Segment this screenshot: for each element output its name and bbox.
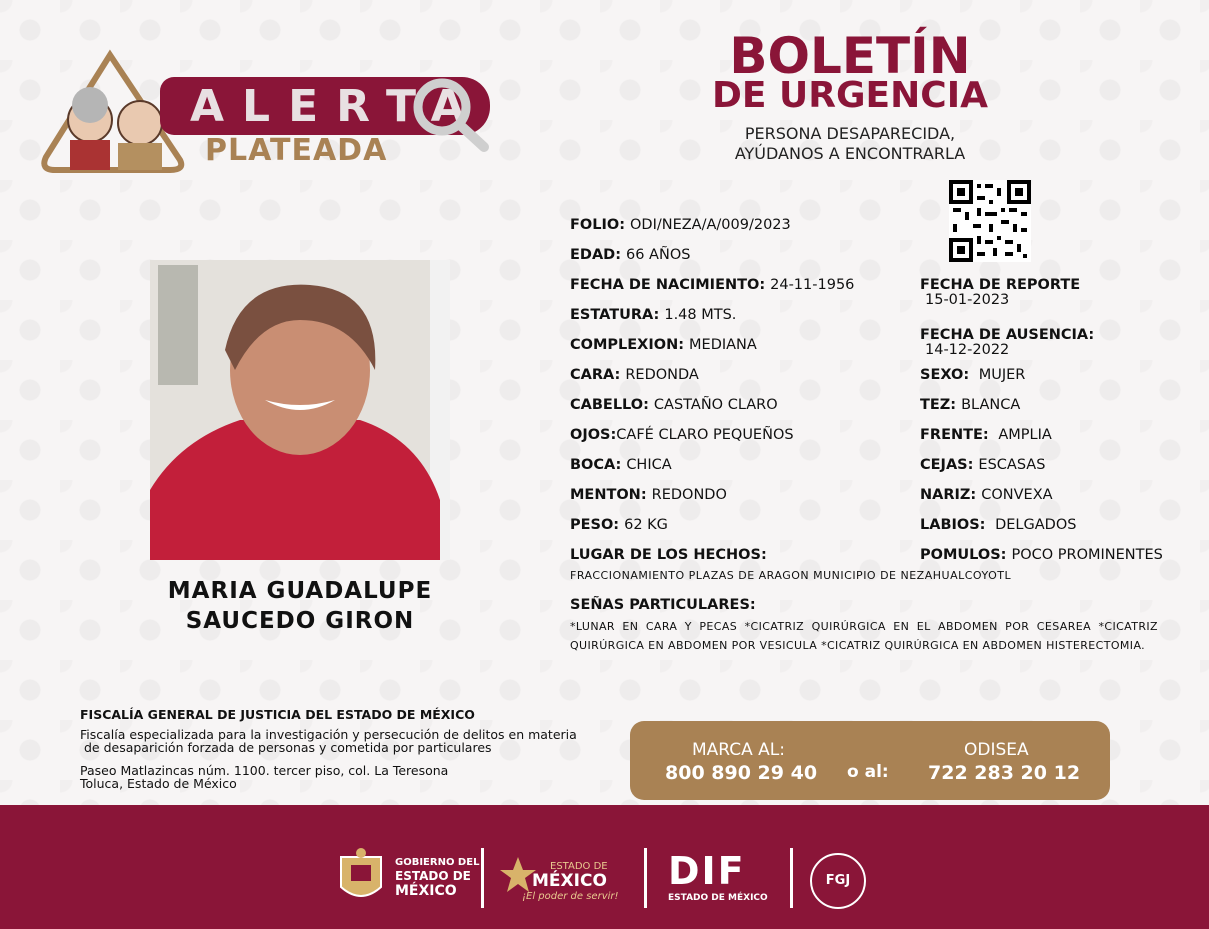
field-cara: CARA: REDONDA xyxy=(570,367,699,383)
fecha-ausencia-value: 14-12-2022 xyxy=(925,342,1010,358)
coat-of-arms-icon xyxy=(335,847,387,907)
marca-label: MARCA AL: xyxy=(692,740,785,760)
field-pomulos: POMULOS: POCO PROMINENTES xyxy=(920,547,1163,563)
field-folio: FOLIO: ODI/NEZA/A/009/2023 xyxy=(570,217,791,233)
fiscalia-address: Paseo Matlazincas núm. 1100. tercer piso, col. La Teresona Toluca, Estado de México xyxy=(80,763,449,791)
alerta-plateada-logo xyxy=(40,45,500,180)
dif-logo: DIF xyxy=(668,849,746,893)
logo-word-plateada: PLATEADA xyxy=(205,133,388,168)
bulletin-title-sub: DE URGENCIA xyxy=(712,75,988,116)
edomex-logo-text: ESTADO DE MÉXICO ¡El poder de servir! xyxy=(522,861,619,902)
fgj-text: FGJ xyxy=(825,873,851,888)
qr-code-icon xyxy=(949,180,1031,262)
bulletin-title: BOLETÍN xyxy=(729,27,971,85)
odisea-label: ODISEA xyxy=(964,740,1029,760)
person-name: MARIA GUADALUPE SAUCEDO GIRON xyxy=(167,578,433,634)
field-senas-value: *LUNAR EN CARA Y PECAS *CICATRIZ QUIRÚRGICA EN EL ABDOMEN POR CESAREA *CICATRIZ QUIRÚRGICA EN ABDOMEN POR VESICULA *CICATRIZ QUIRÚRGICA EN ABDOMEN HISTERECTOMIA. xyxy=(570,620,1158,652)
contact-box xyxy=(630,721,1110,800)
field-tez: TEZ: BLANCA xyxy=(920,397,1021,413)
field-sexo: SEXO: MUJER xyxy=(920,367,1026,383)
bulletin-subtitle: PERSONA DESAPARECIDA, AYÚDANOS A ENCONTRARLA xyxy=(734,124,966,163)
dif-subtext: ESTADO DE MÉXICO xyxy=(668,893,768,903)
person-photo-placeholder xyxy=(150,260,450,560)
fiscalia-description: Fiscalía especializada para la investigación y persecución de delitos en materia de desaparición forzada de personas y cometida por particulares xyxy=(80,727,577,755)
fiscalia-title: FISCALÍA GENERAL DE JUSTICIA DEL ESTADO DE MÉXICO xyxy=(80,707,475,722)
footer-band xyxy=(0,805,1209,929)
magnifier-icon xyxy=(410,75,490,155)
field-lugar-value: FRACCIONAMIENTO PLAZAS DE ARAGON MUNICIPIO DE NEZAHUALCOYOTL xyxy=(570,569,1012,582)
field-cabello: CABELLO: CASTAÑO CLARO xyxy=(570,397,778,413)
fecha-reporte-label: FECHA DE REPORTE xyxy=(920,277,1081,293)
fgj-seal-icon xyxy=(810,853,866,909)
field-estatura: ESTATURA: 1.48 MTS. xyxy=(570,307,737,323)
logo-word-alerta: ALERTA xyxy=(190,81,483,132)
field-peso: PESO: 62 KG xyxy=(570,517,668,533)
person-photo xyxy=(150,260,450,560)
field-frente: FRENTE: AMPLIA xyxy=(920,427,1052,443)
field-edad: EDAD: 66 AÑOS xyxy=(570,247,691,263)
field-menton: MENTON: REDONDO xyxy=(570,487,727,503)
fecha-ausencia-label: FECHA DE AUSENCIA: xyxy=(920,327,1095,343)
field-ojos: OJOS:CAFÉ CLARO PEQUEÑOS xyxy=(570,427,794,443)
field-labios: LABIOS: DELGADOS xyxy=(920,517,1077,533)
marca-phone[interactable]: 800 890 29 40 xyxy=(665,762,818,784)
field-lugar-label: LUGAR DE LOS HECHOS: xyxy=(570,547,767,563)
fecha-reporte-value: 15-01-2023 xyxy=(925,292,1010,308)
gobierno-logo-text: GOBIERNO DEL ESTADO DE MÉXICO xyxy=(395,857,480,899)
field-cejas: CEJAS: ESCASAS xyxy=(920,457,1046,473)
field-nariz: NARIZ: CONVEXA xyxy=(920,487,1053,503)
or-label: o al: xyxy=(847,762,889,782)
odisea-phone[interactable]: 722 283 20 12 xyxy=(928,762,1081,784)
field-fecha-nacimiento: FECHA DE NACIMIENTO: 24-11-1956 xyxy=(570,277,855,293)
field-complexion: COMPLEXION: MEDIANA xyxy=(570,337,757,353)
field-senas-label: SEÑAS PARTICULARES: xyxy=(570,597,756,613)
field-boca: BOCA: CHICA xyxy=(570,457,672,473)
